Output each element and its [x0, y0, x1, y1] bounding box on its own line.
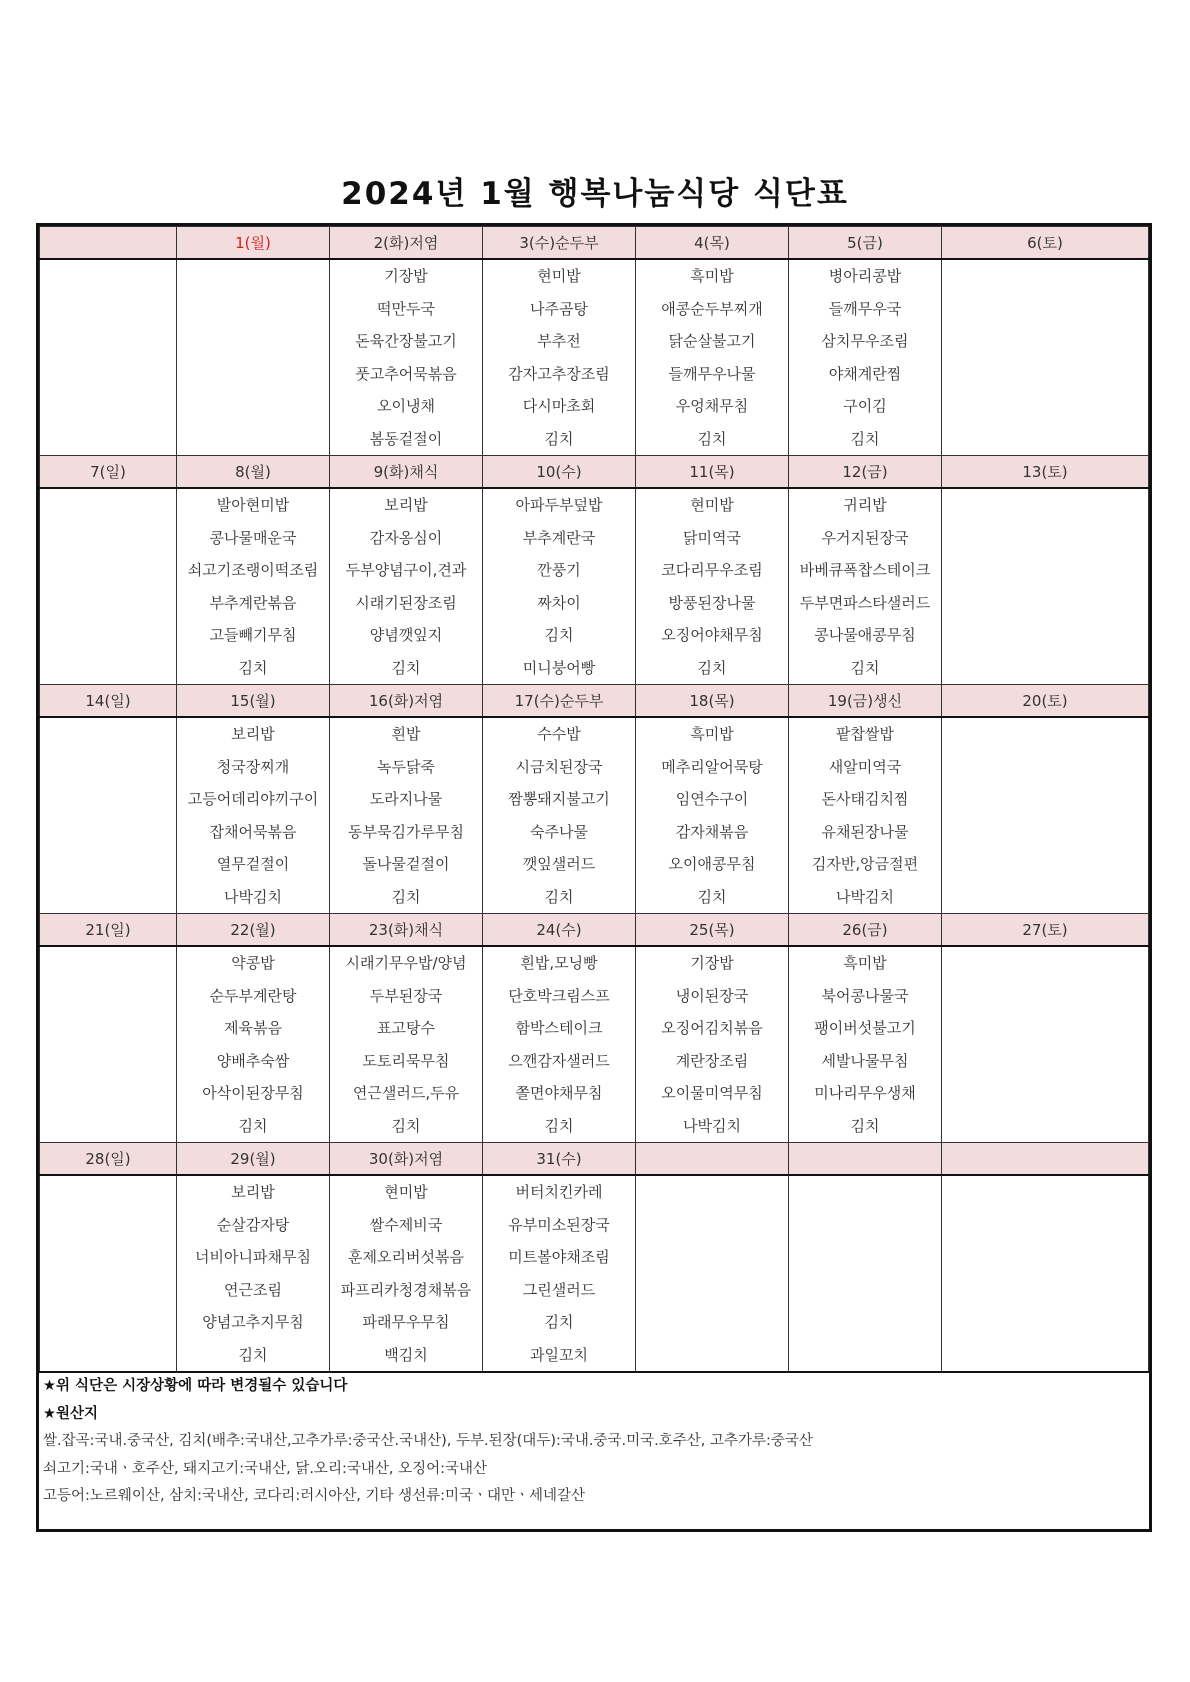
dish-item: 우거지된장국 [821, 528, 909, 547]
dish-item: 애콩순두부찌개 [661, 299, 763, 318]
week-menu-row [40, 946, 1149, 1143]
day-header-cell: 28(일) [40, 1143, 177, 1176]
dish-item: 그린샐러드 [522, 1280, 596, 1299]
dish-item: 야채계란찜 [828, 364, 902, 383]
dish-item: 시금치된장국 [515, 757, 603, 776]
dish-item: 버터치킨카레 [515, 1183, 603, 1201]
dish-item: 백김치 [384, 1345, 428, 1364]
day-header-cell: 13(토) [942, 456, 1149, 489]
dish-item: 김치 [391, 887, 421, 906]
dish-item: 콩나물매운국 [209, 528, 297, 547]
dish-item: 쌀수제비국 [369, 1215, 443, 1234]
dish-item: 녹두닭죽 [377, 757, 435, 776]
dish-item: 숙주나물 [530, 822, 588, 841]
dish-item: 들깨무우국 [828, 299, 902, 318]
dish-item: 고들빼기무침 [209, 626, 297, 644]
dish-item: 오이물미역무침 [661, 1084, 763, 1102]
week-header-row [40, 1143, 1149, 1176]
origin-line: 쌀.잡곡:국내.중국산, 김치(배추:국내산,고추가루:중국산.국내산), 두부.된장(대두):국내.중국.미국.호주산, 고추가루:중국산 [43, 1433, 813, 1449]
week-header-row [40, 914, 1149, 947]
day-header-cell: 9(화)채식 [330, 456, 483, 489]
day-menu-cell [636, 946, 789, 1143]
dish-item: 삼치무우조림 [821, 332, 909, 350]
dish-item: 흑미밥 [843, 954, 887, 972]
dish-item: 기장밥 [384, 267, 428, 285]
dish-item: 임연수구이 [675, 790, 749, 808]
dish-item: 귀리밥 [843, 496, 887, 514]
day-menu-cell [636, 1175, 789, 1372]
day-header-cell: 8(월) [177, 456, 330, 489]
dish-item: 풋고추어묵볶음 [355, 364, 457, 383]
dish-item: 시래기무우밥/양념 [345, 954, 467, 972]
dish-item: 두부면파스타샐러드 [799, 593, 931, 612]
dish-item: 김치 [850, 1116, 880, 1135]
dish-item: 김치 [544, 887, 574, 906]
day-header-cell: 1(월) [177, 227, 330, 260]
dish-item: 코다리무우조림 [661, 561, 763, 579]
dish-item: 양배추숙쌈 [216, 1051, 290, 1070]
day-menu-cell [483, 488, 636, 685]
dish-item: 파래무우무침 [362, 1313, 450, 1331]
dish-item: 세발나물무침 [821, 1051, 909, 1070]
day-header-cell: 17(수)순두부 [483, 685, 636, 718]
dish-item: 도라지나물 [369, 790, 443, 808]
dish-item: 팽이버섯불고기 [814, 1019, 916, 1037]
dish-item: 아파두부덮밥 [515, 496, 603, 514]
dish-item: 현미밥 [537, 267, 581, 285]
day-menu-cell [330, 946, 483, 1143]
dish-item: 시래기된장조림 [355, 593, 457, 612]
dish-item: 김치 [391, 658, 421, 677]
day-header-cell: 16(화)저염 [330, 685, 483, 718]
day-header-cell: 22(월) [177, 914, 330, 947]
dish-item: 콩나물애콩무침 [814, 626, 916, 644]
dish-item: 연근조림 [224, 1280, 282, 1299]
dish-item: 오징어김치볶음 [661, 1019, 763, 1037]
day-menu-cell [942, 946, 1149, 1143]
dish-item: 동부묵김가루무침 [348, 822, 464, 841]
dish-item: 흑미밥 [690, 725, 734, 743]
day-menu-cell [636, 488, 789, 685]
dish-item: 과일꼬치 [530, 1345, 588, 1364]
dish-item: 짬뽕돼지불고기 [508, 790, 610, 808]
dish-item: 메추리알어묵탕 [661, 757, 763, 776]
day-menu-cell [330, 488, 483, 685]
dish-item: 함박스테이크 [515, 1019, 603, 1037]
dish-item: 흑미밥 [690, 267, 734, 285]
dish-item: 오이냉채 [377, 397, 435, 415]
dish-item: 고등어데리야끼구이 [187, 790, 319, 808]
day-header-cell: 30(화)저염 [330, 1143, 483, 1176]
day-menu-cell [40, 1175, 177, 1372]
dish-item: 김치 [850, 429, 880, 448]
dish-item: 제육볶음 [224, 1019, 282, 1037]
dish-item: 김치 [238, 1345, 268, 1364]
day-header-cell: 4(목) [636, 227, 789, 260]
dish-item: 감자채볶음 [675, 822, 749, 841]
day-menu-cell [942, 1175, 1149, 1372]
dish-item: 나박김치 [224, 887, 282, 906]
day-menu-cell [330, 717, 483, 914]
day-menu-cell [483, 946, 636, 1143]
dish-item: 부추계란볶음 [209, 593, 297, 612]
dish-item: 두부된장국 [369, 986, 443, 1005]
day-menu-cell [789, 717, 942, 914]
dish-item: 팥찹쌀밥 [836, 725, 894, 743]
dish-item: 너비아니파채무침 [195, 1248, 311, 1266]
day-menu-cell [177, 488, 330, 685]
day-header-cell: 31(수) [483, 1143, 636, 1176]
day-menu-cell [789, 259, 942, 456]
dish-item: 김자반,앙금절편 [811, 855, 919, 873]
dish-item: 으깬감자샐러드 [508, 1051, 610, 1070]
dish-item: 새알미역국 [828, 757, 902, 776]
dish-item: 현미밥 [384, 1183, 428, 1201]
day-menu-cell [483, 717, 636, 914]
dish-item: 부추계란국 [522, 528, 596, 547]
week-header-row [40, 685, 1149, 718]
dish-item: 아삭이된장무침 [202, 1084, 304, 1102]
dish-item: 순두부계란탕 [209, 986, 297, 1005]
dish-item: 미트볼야채조림 [508, 1248, 610, 1266]
dish-item: 김치 [544, 626, 574, 644]
dish-item: 순살감자탕 [216, 1215, 290, 1234]
day-header-cell: 10(수) [483, 456, 636, 489]
day-header-cell: 12(금) [789, 456, 942, 489]
dish-item: 단호박크림스프 [508, 986, 610, 1005]
dish-item: 연근샐러드,두유 [352, 1084, 460, 1102]
dish-item: 바베큐폭찹스테이크 [799, 561, 931, 579]
day-menu-cell [40, 946, 177, 1143]
day-menu-cell [177, 259, 330, 456]
dish-item: 김치 [850, 658, 880, 677]
dish-item: 나박김치 [836, 887, 894, 906]
day-menu-cell [636, 259, 789, 456]
week-menu-row [40, 259, 1149, 456]
dish-item: 유부미소된장국 [508, 1215, 610, 1234]
day-menu-cell [330, 1175, 483, 1372]
day-header-cell: 18(목) [636, 685, 789, 718]
day-header-cell: 5(금) [789, 227, 942, 260]
day-header-cell [789, 1143, 942, 1176]
dish-item: 계란장조림 [675, 1051, 749, 1070]
dish-item: 청국장찌개 [216, 757, 290, 776]
day-header-cell: 3(수)순두부 [483, 227, 636, 260]
dish-item: 도토리묵무침 [362, 1051, 450, 1070]
day-menu-cell [177, 717, 330, 914]
dish-item: 현미밥 [690, 496, 734, 514]
dish-item: 쇠고기조랭이떡조림 [187, 561, 319, 579]
day-header-cell: 25(목) [636, 914, 789, 947]
dish-item: 김치 [544, 429, 574, 448]
dish-item: 쫄면야채무침 [515, 1084, 603, 1102]
dish-item: 김치 [391, 1116, 421, 1135]
menu-sheet [36, 223, 1152, 1532]
dish-item: 방풍된장나물 [668, 593, 756, 612]
dish-item: 김치 [697, 887, 727, 906]
day-header-cell: 14(일) [40, 685, 177, 718]
dish-item: 돌나물겉절이 [362, 855, 450, 873]
dish-item: 양념깻잎지 [369, 626, 443, 644]
dish-item: 양념고추지무침 [202, 1313, 304, 1331]
origin-line: 고등어:노르웨이산, 삼치:국내산, 코다리:러시아산, 기타 생선류:미국ㆍ대만ㆍ세네갈산 [43, 1488, 586, 1504]
dish-item: 보리밥 [231, 725, 275, 743]
day-header-cell: 7(일) [40, 456, 177, 489]
week-menu-row [40, 1175, 1149, 1372]
day-menu-cell [942, 488, 1149, 685]
dish-item: 감자옹심이 [369, 528, 443, 547]
dish-item: 유채된장나물 [821, 822, 909, 841]
dish-item: 나박김치 [683, 1116, 741, 1135]
day-menu-cell [942, 717, 1149, 914]
day-menu-cell [789, 1175, 942, 1372]
dish-item: 김치 [544, 1313, 574, 1331]
dish-item: 닭순살불고기 [668, 332, 756, 350]
dish-item: 약콩밥 [231, 954, 275, 972]
dish-item: 수수밥 [537, 725, 581, 743]
day-header-cell: 2(화)저염 [330, 227, 483, 260]
dish-item: 훈제오리버섯볶음 [348, 1248, 464, 1266]
dish-item: 냉이된장국 [675, 986, 749, 1005]
dish-item: 기장밥 [690, 954, 734, 972]
dish-item: 깐풍기 [537, 561, 581, 579]
dish-item: 미나리무우생채 [814, 1084, 916, 1102]
dish-item: 김치 [238, 1116, 268, 1135]
dish-item: 미니붕어빵 [522, 658, 596, 677]
day-header-cell [40, 227, 177, 260]
dish-item: 열무겉절이 [216, 855, 290, 873]
day-menu-cell [40, 259, 177, 456]
menu-table [39, 226, 1149, 1372]
dish-item: 김치 [697, 658, 727, 677]
day-menu-cell [483, 1175, 636, 1372]
dish-item: 김치 [544, 1116, 574, 1135]
week-menu-row [40, 717, 1149, 914]
day-header-cell: 6(토) [942, 227, 1149, 260]
dish-item: 북어콩나물국 [821, 986, 909, 1005]
day-menu-cell [789, 946, 942, 1143]
dish-item: 표고탕수 [377, 1019, 435, 1037]
day-header-cell: 24(수) [483, 914, 636, 947]
week-header-row [40, 456, 1149, 489]
dish-item: 김치 [697, 429, 727, 448]
day-menu-cell [636, 717, 789, 914]
day-menu-cell [40, 717, 177, 914]
dish-item: 흰밥 [391, 725, 421, 743]
dish-item: 우엉채무침 [675, 397, 749, 415]
dish-item: 돈육간장불고기 [355, 332, 457, 350]
dish-item: 짜차이 [537, 593, 581, 612]
dish-item: 보리밥 [231, 1183, 275, 1201]
dish-item: 들깨무우나물 [668, 364, 756, 383]
dish-item: 부추전 [537, 332, 581, 350]
dish-item: 병아리콩밥 [828, 267, 902, 285]
dish-item: 깻잎샐러드 [522, 855, 596, 873]
dish-item: 오징어야채무침 [661, 626, 763, 644]
dish-item: 다시마초회 [522, 397, 596, 415]
day-menu-cell [789, 488, 942, 685]
dish-item: 발아현미밥 [216, 496, 290, 514]
day-header-cell: 11(목) [636, 456, 789, 489]
day-header-cell: 20(토) [942, 685, 1149, 718]
dish-item: 두부양념구이,견과 [345, 561, 467, 579]
notes-section [39, 1371, 1149, 1529]
dish-item: 오이애콩무침 [668, 855, 756, 873]
day-header-cell: 19(금)생신 [789, 685, 942, 718]
origin-title: ★원산지 [43, 1405, 99, 1422]
day-header-cell: 27(토) [942, 914, 1149, 947]
dish-item: 보리밥 [384, 496, 428, 514]
day-header-cell: 29(월) [177, 1143, 330, 1176]
page-title: 2024년 1월 행복나눔식당 식단표 [341, 176, 849, 212]
dish-item: 감자고추장조림 [508, 364, 610, 383]
dish-item: 흰밥,모닝빵 [520, 954, 598, 972]
day-header-cell: 26(금) [789, 914, 942, 947]
origin-line: 쇠고기:국내ㆍ호주산, 돼지고기:국내산, 닭.오리:국내산, 오징어:국내산 [43, 1460, 487, 1477]
day-header-cell: 23(화)채식 [330, 914, 483, 947]
week-header-row [40, 227, 1149, 260]
week-menu-row [40, 488, 1149, 685]
dish-item: 봄동겉절이 [369, 429, 443, 448]
day-menu-cell [177, 1175, 330, 1372]
day-header-cell [636, 1143, 789, 1176]
dish-item: 김치 [238, 658, 268, 677]
day-header-cell [942, 1143, 1149, 1176]
dish-item: 돈사태김치찜 [821, 790, 909, 808]
day-header-cell: 21(일) [40, 914, 177, 947]
dish-item: 나주곰탕 [530, 299, 588, 318]
dish-item: 구이김 [843, 397, 887, 415]
day-menu-cell [40, 488, 177, 685]
day-menu-cell [177, 946, 330, 1143]
dish-item: 잡채어묵볶음 [209, 822, 297, 841]
notice-text: ★위 식단은 시장상황에 따라 변경될수 있습니다 [43, 1378, 348, 1394]
dish-item: 떡만두국 [377, 299, 435, 318]
day-menu-cell [330, 259, 483, 456]
dish-item: 닭미역국 [683, 528, 741, 547]
day-header-cell: 15(월) [177, 685, 330, 718]
day-menu-cell [942, 259, 1149, 456]
dish-item: 파프리카청경채볶음 [340, 1280, 472, 1299]
day-menu-cell [483, 259, 636, 456]
